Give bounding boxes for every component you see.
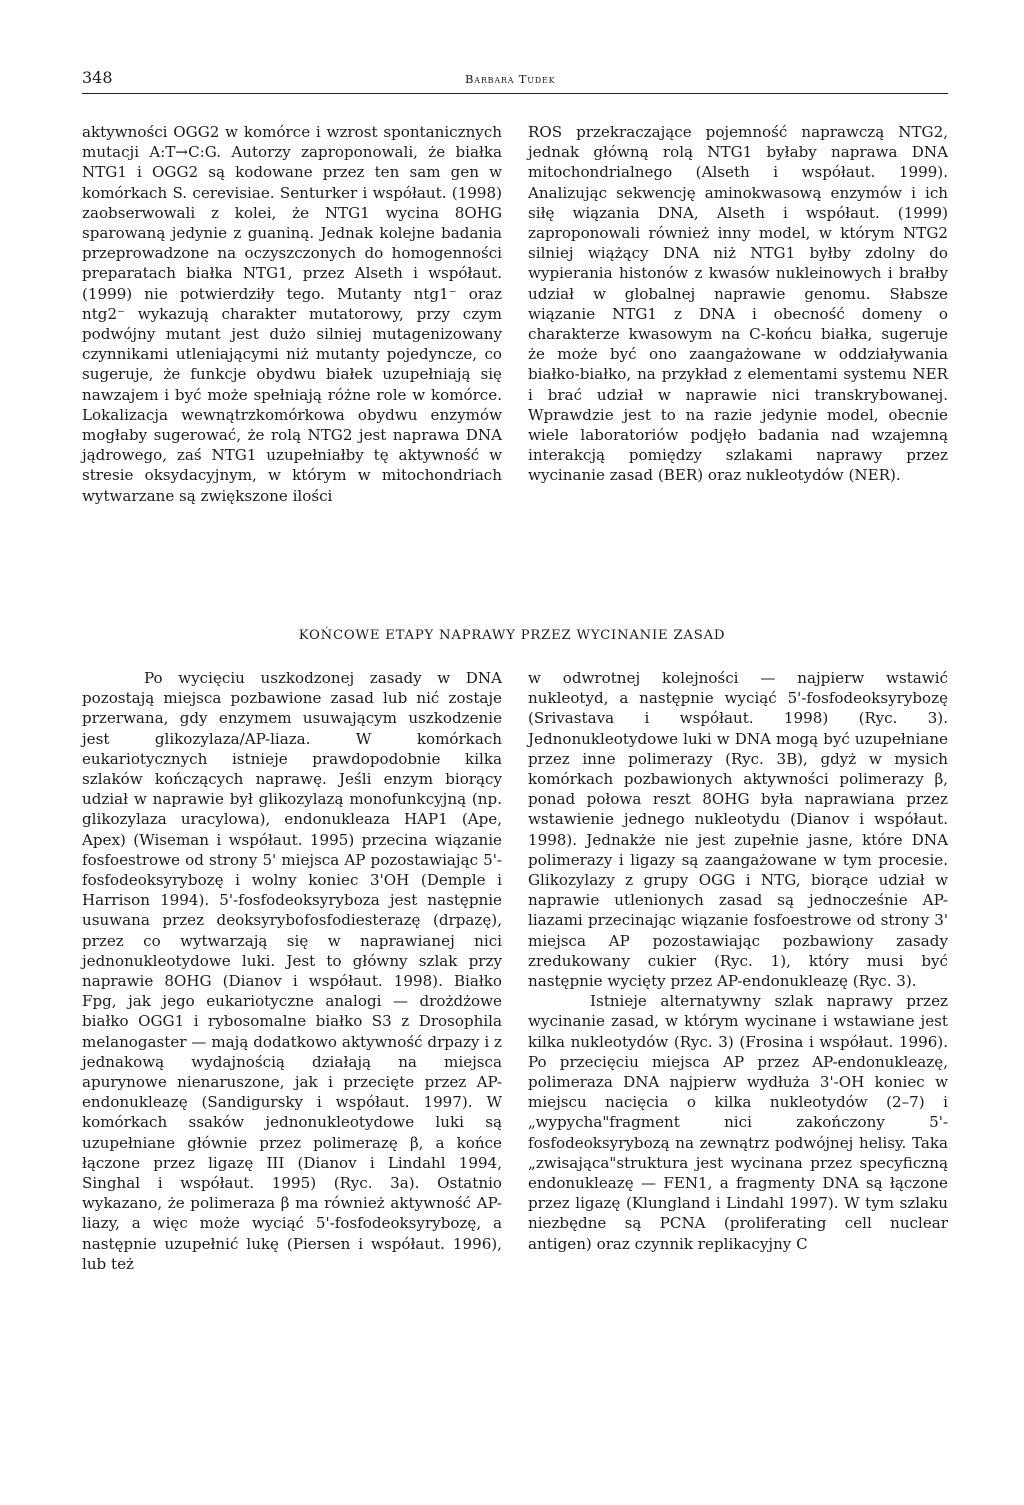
page-number: 348 — [82, 68, 113, 87]
top-left-column — [82, 122, 502, 506]
paragraph: Istnieje alternatywny szlak naprawy przez wycinanie zasad, w którym wycinane i wstawiane jest kilka nukleotydów (Ryc. 3) (Frosina i współaut. 1996). Po przecięciu miejsca AP przez AP-endonukleazę, polimeraza DNA najpierw wydłuża 3'-OH koniec w miejscu nacięcia o kilka nukleotydów (2–7) i „wypycha"fragment nici zakończony 5'-fosfodeoksyrybozą na zewnątrz podwójnej helisy. Taka „zwisająca"struktura jest wycinana przez specyficzną endonukleazę — FEN1, a fragmenty DNA są łączone przez ligazę (Klungland i Lindahl 1997). W tym szlaku niezbędne są PCNA (proliferating cell nuclear antigen) oraz czynnik replikacyjny C — [528, 992, 948, 1253]
header-rule — [82, 93, 948, 94]
paragraph: w odwrotnej kolejności — najpierw wstawić nukleotyd, a następnie wyciąć 5'-fosfodeoksyrybozę (Srivastava i współaut. 1998) (Ryc. 3). Jednonukleotydowe luki w DNA mogą być uzupełniane przez inne polimerazy (Ryc. 3B), gdyż w mysich komórkach pozbawionych aktywności polimerazy β, ponad połowa reszt 8OHG była naprawiana przez wstawienie jednego nukleotydu (Dianov i współaut. 1998). Jednakże nie jest zupełnie jasne, które DNA polimerazy i ligazy są zaangażowane w tym procesie. Glikozylazy z grupy OGG i NTG, biorące udział w naprawie utlenionych zasad są jednocześnie AP-liazami przecinając wiązanie fosfoestrowe od strony 3' miejsca AP pozostawiając pozbawiony zasady zredukowany cukier (Ryc. 1), który musi być następnie wycięty przez AP-endonukleazę (Ryc. 3). — [528, 669, 948, 991]
section-heading: KOŃCOWE ETAPY NAPRAWY PRZEZ WYCINANIE ZASAD — [298, 628, 726, 643]
paragraph: Po wycięciu uszkodzonej zasady w DNA pozostają miejsca pozbawione zasad lub nić zostaje przerwana, gdy enzymem usuwającym uszkodzenie jest glikozylaza/AP-liaza. W komórkach eukariotycznych istnieje prawdopodobnie kilka szlaków kończących naprawę. Jeśli enzym biorący udział w naprawie był glikozylazą monofunkcyjną (np. glikozylaza uracylowa), endonukleaza HAP1 (Ape, Apex) (Wiseman i współaut. 1995) przecina wiązanie fosfoestrowe od strony 5' miejsca AP pozostawiając 5'-fosfodeoksyrybozę i wolny koniec 3'OH (Demple i Harrison 1994). 5'-fosfodeoksyryboza jest następnie usuwana przez deoksyrybofosfodiesterazę (drpazę), przez co wytwarzają się w naprawianej nici jednonukleotydowe luki. Jest to główny szlak przy naprawie 8OHG (Dianov i współaut. 1998). Białko Fpg, jak jego eukariotyczne analogi — drożdżowe białko OGG1 i rybosomalne białko S3 z Drosophila melanogaster — mają dodatkowo aktywność drpazy i z jednakową wydajnością działają na miejsca apurynowe nienaruszone, jak i przecięte przez AP-endonukleazę (Sandigursky i współaut. 1997). W komórkach ssaków jednonukleotydowe luki są uzupełniane głównie przez polimerazę β, a końce łączone przez ligazę III (Dianov i Lindahl 1994, Singhal i współaut. 1995) (Ryc. 3a). Ostatnio wykazano, że polimeraza β ma również aktywność AP-liazy, a więc może wyciąć 5'-fosfodeoksyrybozę, a następnie uzupełnić lukę (Piersen i współaut. 1996), lub też — [82, 669, 502, 1273]
running-head: Barbara Tudek — [465, 72, 556, 86]
page-header — [82, 68, 948, 94]
bottom-left-column — [82, 668, 502, 1274]
paragraph: ROS przekraczające pojemność naprawczą NTG2, jednak główną rolą NTG1 byłaby naprawa DNA mitochondrialnego (Alseth i współaut. 1999). Analizując sekwencję aminokwasową enzymów i ich siłę wiązania DNA, Alseth i współaut. (1999) zaproponowali również inny model, w którym NTG2 silniej wiążący DNA niż NTG1 byłby zdolny do wypierania histonów z kwasów nukleinowych i brałby udział w globalnej naprawie genomu. Słabsze wiązanie NTG1 z DNA i obecność domeny o charakterze kwasowym na C-końcu białka, sugeruje że może być ono zaangażowane w oddziaływania białko-białko, na przykład z elementami systemu NER i brać udział w naprawie nici transkrybowanej. Wprawdzie jest to na razie jedynie model, obecnie wiele laboratoriów podjęło badania nad wzajemną interakcją pomiędzy szlakami naprawy przez wycinanie zasad (BER) oraz nukleotydów (NER). — [528, 123, 948, 485]
bottom-right-column — [528, 668, 948, 1254]
top-right-column — [528, 122, 948, 486]
paragraph: aktywności OGG2 w komórce i wzrost spontanicznych mutacji A:T→C:G. Autorzy zaproponowali, że białka NTG1 i OGG2 są kodowane przez ten sam gen w komórkach S. cerevisiae. Senturker i współaut. (1998) zaobserwowali z kolei, że NTG1 wycina 8OHG sparowaną jedynie z guaniną. Jednak kolejne badania przeprowadzone na oczyszczonych do homogenności preparatach białka NTG1, przez Alseth i współaut. (1999) nie potwierdziły tego. Mutanty ntg1⁻ oraz ntg2⁻ wykazują charakter mutatorowy, przy czym podwójny mutant jest dużo silniej mutagenizowany czynnikami utleniającymi niż mutanty pojedyncze, co sugeruje, że funkcje obydwu białek uzupełniają się nawzajem i być może spełniają różne role w komórce. Lokalizacja wewnątrzkomórkowa obydwu enzymów mogłaby sugerować, że rolą NTG2 jest naprawa DNA jądrowego, zaś NTG1 uzupełniałby tę aktywność w stresie oksydacyjnym, w którym w mitochondriach wytwarzane są zwiększone ilości — [82, 123, 502, 505]
